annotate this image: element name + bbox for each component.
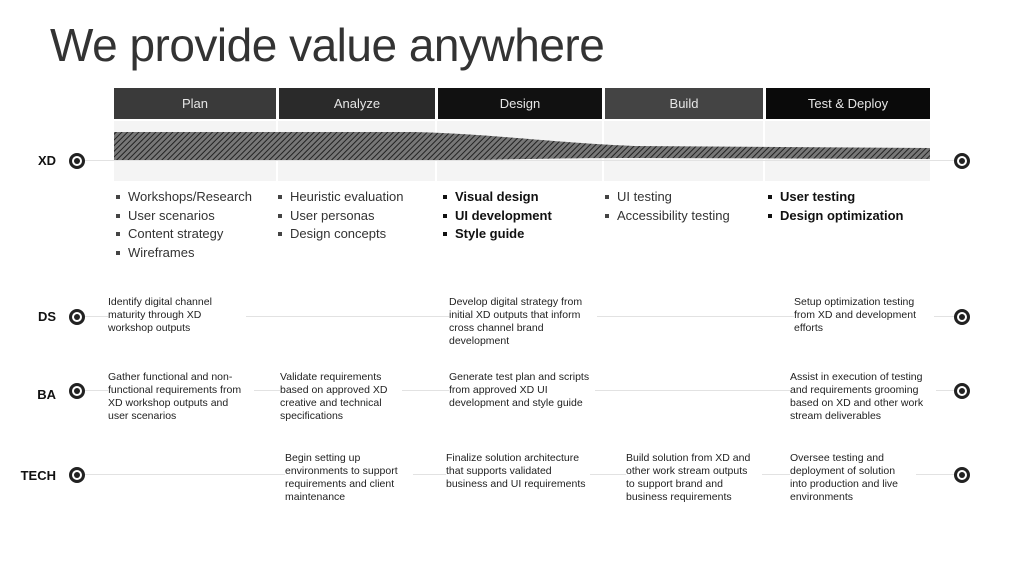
xd-build-list — [604, 188, 730, 225]
list-item: Wireframes — [115, 244, 252, 263]
list-item: Heuristic evaluation — [277, 188, 403, 207]
list-item: User testing — [767, 188, 904, 207]
xd-end-node-icon — [954, 153, 970, 169]
phase-build: Build — [605, 88, 763, 119]
list-item: Accessibility testing — [604, 207, 730, 226]
phase-test-deploy: Test & Deploy — [766, 88, 930, 119]
list-item: Workshops/Research — [115, 188, 252, 207]
list-item: Style guide — [442, 225, 552, 244]
tech-start-node-icon — [69, 467, 85, 483]
row-label-tech: TECH — [20, 468, 56, 483]
ba-test-text: Assist in execution of testing and requirements grooming based on XD and other work stream deliverables — [790, 371, 936, 423]
xd-plan-list — [115, 188, 252, 263]
row-label-xd: XD — [37, 153, 56, 168]
ba-plan-text: Gather functional and non-functional requirements from XD workshop outputs and user scenarios — [108, 371, 254, 423]
tech-design-text: Finalize solution architecture that supports validated business and UI requirements — [446, 452, 590, 491]
row-label-ds: DS — [37, 309, 56, 324]
phase-analyze: Analyze — [279, 88, 435, 119]
row-label-ba: BA — [37, 387, 56, 402]
phase-plan: Plan — [114, 88, 276, 119]
xd-start-node-icon — [69, 153, 85, 169]
ba-start-node-icon — [69, 383, 85, 399]
xd-analyze-list — [277, 188, 403, 244]
phase-design: Design — [438, 88, 602, 119]
tech-build-text: Build solution from XD and other work stream outputs to support brand and business requirements — [626, 452, 762, 504]
ds-end-node-icon — [954, 309, 970, 325]
list-item: Content strategy — [115, 225, 252, 244]
ds-start-node-icon — [69, 309, 85, 325]
ds-test-text: Setup optimization testing from XD and development efforts — [794, 296, 934, 335]
page-title: We provide value anywhere — [50, 19, 605, 71]
tech-analyze-text: Begin setting up environments to support requirements and client maintenance — [285, 452, 413, 504]
tech-test-text: Oversee testing and deployment of solution into production and live environments — [790, 452, 916, 504]
list-item: Design concepts — [277, 225, 403, 244]
list-item: User personas — [277, 207, 403, 226]
xd-design-list — [442, 188, 552, 244]
ba-end-node-icon — [954, 383, 970, 399]
ba-analyze-text: Validate requirements based on approved XD creative and technical specifications — [280, 371, 402, 423]
ds-plan-text: Identify digital channel maturity through XD workshop outputs — [108, 296, 246, 335]
xd-effort-band — [114, 128, 930, 164]
list-item: UI development — [442, 207, 552, 226]
ds-design-text: Develop digital strategy from initial XD outputs that inform cross channel brand development — [449, 296, 597, 348]
list-item: UI testing — [604, 188, 730, 207]
ba-design-text: Generate test plan and scripts from approved XD UI development and style guide — [449, 371, 595, 410]
list-item: User scenarios — [115, 207, 252, 226]
xd-test-list — [767, 188, 904, 225]
list-item: Visual design — [442, 188, 552, 207]
list-item: Design optimization — [767, 207, 904, 226]
tech-end-node-icon — [954, 467, 970, 483]
xd-row-line — [84, 160, 960, 161]
